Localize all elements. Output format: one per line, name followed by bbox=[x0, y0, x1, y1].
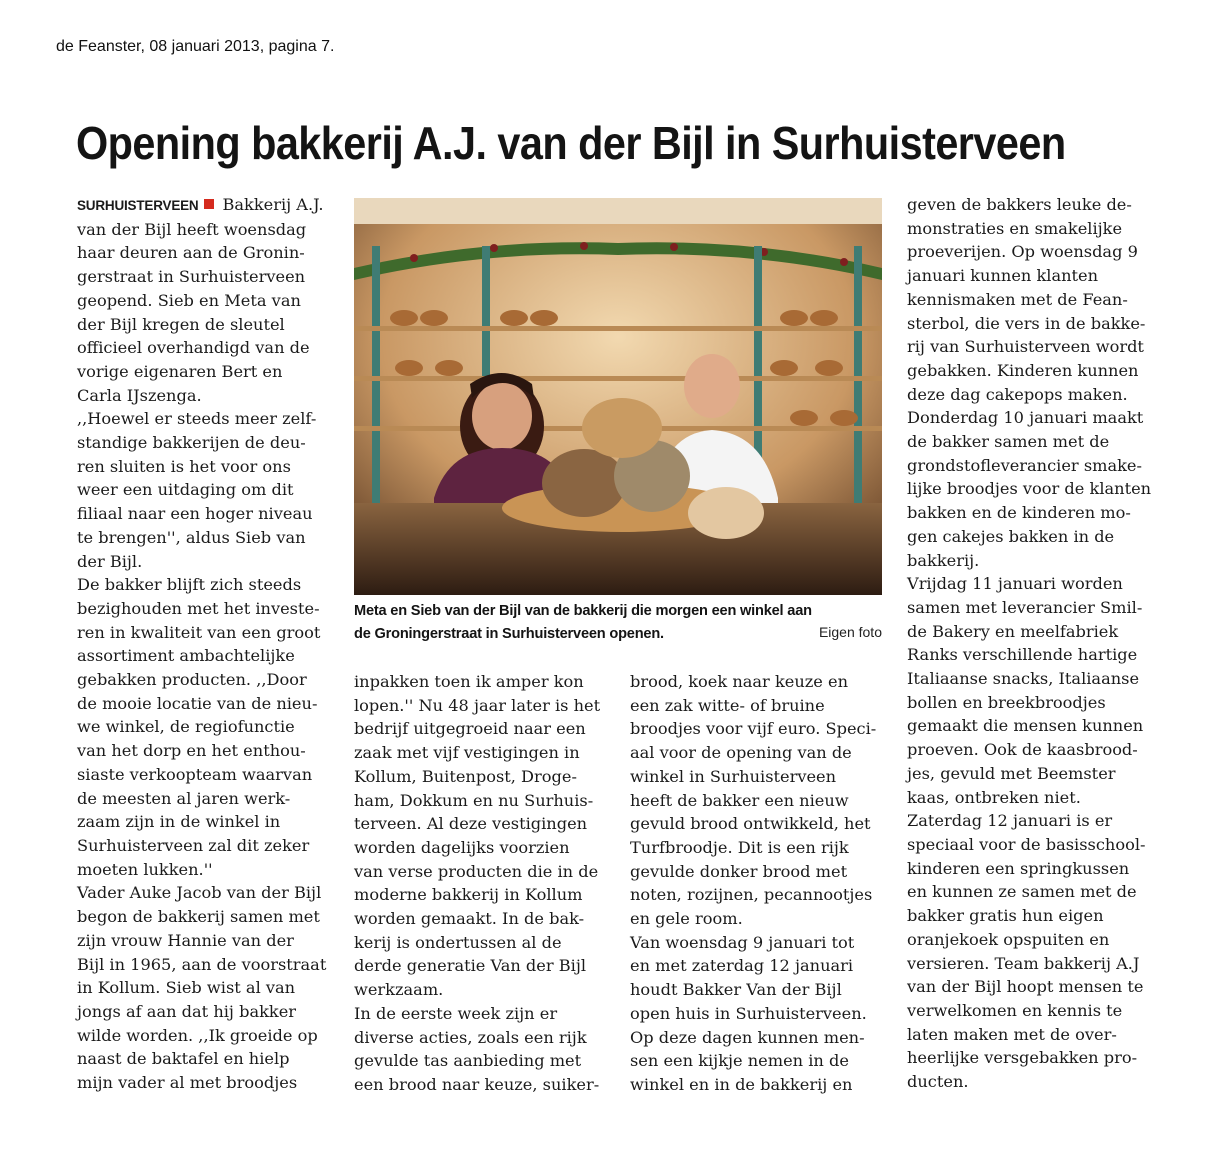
photo-credit: Eigen foto bbox=[818, 624, 882, 640]
article-column-4: geven de bakkers leuke de- monstraties en smakelijke proeverijen. Op woensdag 9 januari kunnen klanten kennismaken met de Fean- sterbol, die vers in de bakke- rij van Surhuisterveen wordt gebakken. Kinderen kunnen deze dag cakepops maken. Donderdag 10 januari maakt de bakker samen met de grondstofleverancier smake- lijke broodjes voor de klanten bakken en de kinderen mo- gen cakejes bakken in de bakkerij. Vrijdag 11 januari worden samen met leverancier Smil- de Bakery en meelfabriek Ranks verschillende hartige Italiaanse snacks, Italiaanse bollen en breekbroodjes gemaakt die mensen kunnen proeven. Ook de kaasbrood- jes, gevuld met Beemster kaas, ontbreken niet. Zaterdag 12 januari is er speciaal voor de basisschool- kinderen een springkussen en kunnen ze samen met de bakker gratis hun eigen oranjekoek opspuiten en versieren. Team bakkerij A.J van der Bijl hoopt mensen te verwelkomen en kennis te laten maken met de over- heerlijke versgebakken pro- ducten. bbox=[907, 195, 1152, 1092]
headline: Opening bakkerij A.J. van der Bijl in Surhuisterveen bbox=[76, 117, 1066, 169]
article-column-3: brood, koek naar keuze en een zak witte- of bruine broodjes voor vijf euro. Speci- aal voor de opening van de winkel in Surhuisterveen heeft de bakker een nieuw gevuld brood ontwikkeld, het Turfbroodje. Dit is een rijk gevulde donker brood met noten, rozijnen, pecannootjes en gele room. Van woensdag 9 januari tot en met zaterdag 12 januari houdt Bakker Van der Bijl open huis in Surhuisterveen. Op deze dagen kunnen men- sen een kijkje nemen in de winkel en in de bakkerij en bbox=[630, 672, 877, 1094]
column-1-text: van der Bijl heeft woensdag haar deuren aan de Gronin- gerstraat in Surhuisterveen geopend. Sieb en Meta van der Bijl kregen de sleutel officieel overhandigd van de vorige eigenaren Bert en Carla IJszenga. ,,Hoewel er steeds meer zelf- standige bakkerijen de deu- ren sluiten is het voor ons weer een uitdaging om dit filiaal naar een hoger niveau te brengen'', aldus Sieb van der Bijl. De bakker blijft zich steeds bezighouden met het investe- ren in kwaliteit van een groot assortiment ambachtelijke gebakken producten. ,,Door de mooie locatie van de nieu- we winkel, de regiofunctie van het dorp en het enthou- siaste verkoopteam waarvan de meesten al jaren werk- zaam zijn in de winkel in Surhuisterveen zal dit zeker moeten lukken.'' Vader Auke Jacob van der Bijl begon de bakkerij samen met zijn vrouw Hannie van der Bijl in 1965, aan de voorstraat in Kollum. Sieb wist al van jongs af aan dat hij bakker wilde worden. ,,Ik groeide op naast de baktafel en hielp mijn vader al met broodjes bbox=[77, 219, 327, 1093]
photo-caption: Meta en Sieb van der Bijl van de bakkerij die morgen een winkel aan de Groningerstraat in Surhuisterveen openen. bbox=[354, 603, 812, 642]
source-line: de Feanster, 08 januari 2013, pagina 7. bbox=[56, 38, 335, 55]
red-square-marker-icon bbox=[204, 199, 214, 209]
column-1-opening: Bakkerij A.J. bbox=[222, 195, 324, 214]
bakery-photo bbox=[354, 198, 882, 595]
dateline: SURHUISTERVEEN bbox=[77, 198, 199, 213]
article-column-1 bbox=[77, 193, 326, 1095]
article-column-2: inpakken toen ik amper kon lopen.'' Nu 48 jaar later is het bedrijf uitgegroeid naar een zaak met vijf vestigingen in Kollum, Buitenpost, Droge- ham, Dokkum en nu Surhuis- terveen. Al deze vestigingen worden dagelijks voorzien van verse producten die in de moderne bakkerij in Kollum worden gemaakt. In de bak- kerij is ondertussen al de derde generatie Van der Bijl werkzaam. In de eerste week zijn er diverse acties, zoals een rijk gevulde tas aanbieding met een brood naar keuze, suiker- bbox=[354, 672, 601, 1094]
